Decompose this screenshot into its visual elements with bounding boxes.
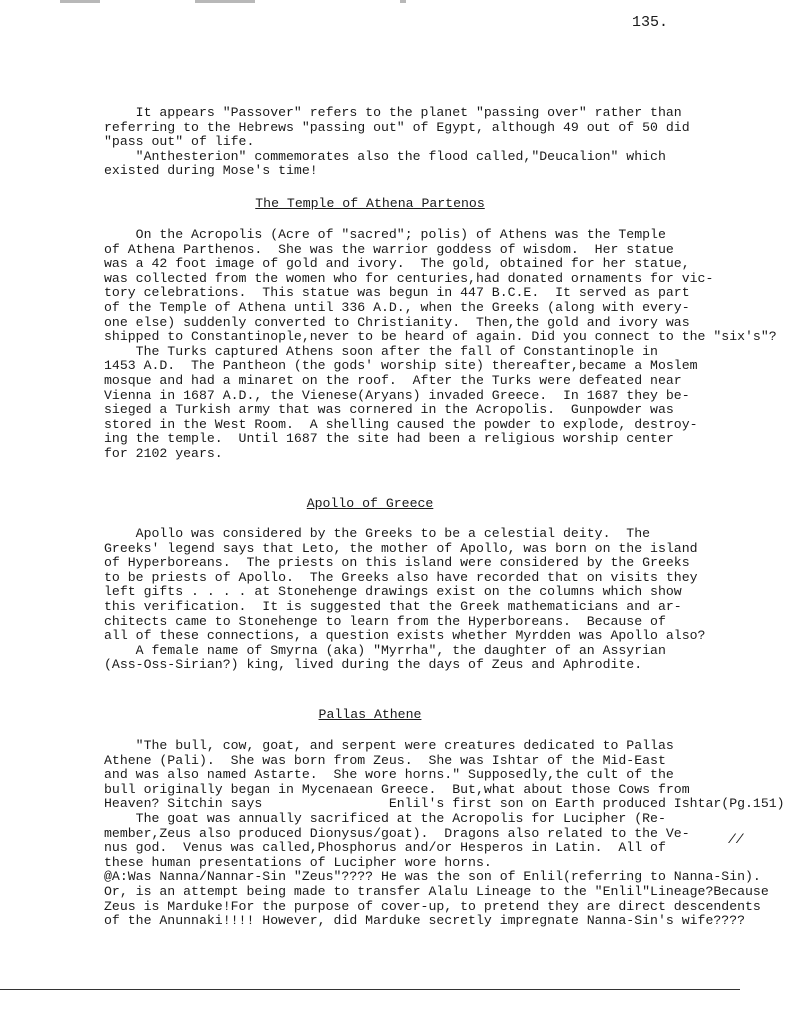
text-line: left gifts . . . . at Stonehenge drawings exist on the columns which show [104,584,682,600]
text-line: tory celebrations. This statue was begun in 447 B.C.E. It served as part [104,285,690,301]
section-heading [0,707,740,722]
text-line: bull originally began in Mycenaean Greece. But,what about those Cows from [104,781,690,797]
section-temple-text [104,227,777,462]
text-line: chitects came to Stonehenge to learn from the Hyperboreans. Because of [104,613,666,629]
text-line: Athene (Pali). She was born from Zeus. She was Ishtar of the Mid-East [104,752,666,768]
page-number: 135. [632,14,669,31]
text-line: mosque and had a minaret on the roof. After the Turks were defeated near [104,372,682,388]
text-line: all of these connections, a question exists whether Myrdden was Apollo also? [104,628,706,644]
heading-apollo-of-greece: Apollo of Greece [306,496,434,511]
text-line: for 2102 years. [104,445,223,461]
section-pallas-text [104,738,785,929]
text-line: The goat was annually sacrificed at the Acropolis for Lucipher (Re- [104,810,666,826]
text-line: It appears "Passover" refers to the planet "passing over" rather than [104,105,682,120]
text-line: Greeks' legend says that Leto, the mother of Apollo, was born on the island [104,540,698,556]
text-line: A female name of Smyrna (aka) "Myrrha", the daughter of an Assyrian [104,642,666,658]
text-line: was a 42 foot image of gold and ivory. The gold, obtained for her statue, [104,256,690,272]
section-heading [0,496,740,511]
text-line: of Hyperboreans. The priests on this island were considered by the Greeks [104,555,690,571]
scan-artifact [400,0,406,3]
text-line: member,Zeus also produced Dionysus/goat). Dragons also related to the Ve- [104,825,690,841]
text-line: of the Temple of Athena until 336 A.D., when the Greeks (along with every- [104,299,690,315]
text-line: this verification. It is suggested that the Greek mathematicians and ar- [104,598,682,614]
text-line: @A:Was Nanna/Nannar-Sin "Zeus"???? He was the son of Enlil(referring to Nanna-Sin). [104,869,761,885]
text-line: shipped to Constantinople,never to be heard of again. Did you connect to the "six's"? [104,329,777,345]
scan-artifact [195,0,255,3]
text-line: Heaven? Sitchin says Enlil's first son on Earth produced Ishtar(Pg.151) [104,796,785,812]
text-line: existed during Mose's time! [104,163,318,179]
text-line: (Ass-Oss-Sirian?) king, lived during the days of Zeus and Aphrodite. [104,657,643,673]
heading-pallas-athene: Pallas Athene [318,707,422,722]
text-line: "Anthesterion" commemorates also the flood called,"Deucalion" which [104,148,666,164]
intro-text [104,106,736,179]
text-line: Vienna in 1687 A.D., the Vienese(Aryans) invaded Greece. In 1687 they be- [104,387,690,403]
text-line: one else) suddenly converted to Christianity. Then,the gold and ivory was [104,314,690,330]
bottom-rule [0,989,740,990]
text-line: On the Acropolis (Acre of "sacred"; polis) of Athens was the Temple [104,227,666,242]
text-line: The Turks captured Athens soon after the fall of Constantinople in [104,343,658,359]
text-line: 1453 A.D. The Pantheon (the gods' worship site) thereafter,became a Moslem [104,358,698,374]
text-line: and was also named Astarte. She wore horns." Supposedly,the cult of the [104,767,674,783]
text-line: sieged a Turkish army that was cornered in the Acropolis. Gunpowder was [104,402,674,418]
text-line: ing the temple. Until 1687 the site had been a religious worship center [104,431,674,447]
text-line: "pass out" of life. [104,134,255,150]
text-line: referring to the Hebrews "passing out" of Egypt, although 49 out of 50 did [104,119,690,135]
text-line: nus god. Venus was called,Phosphorus and/or Hesperos in Latin. All of [104,840,666,856]
text-line: these human presentations of Lucipher wore horns. [104,854,492,870]
text-line: was collected from the women who for centuries,had donated ornaments for vic- [104,270,714,286]
section-heading [0,196,740,211]
text-line: stored in the West Room. A shelling caused the powder to explode, destroy- [104,416,698,432]
scan-artifact [60,0,100,3]
heading-temple-of-athena: The Temple of Athena Partenos [255,196,485,211]
text-line: of Athena Parthenos. She was the warrior goddess of wisdom. Her statue [104,241,674,257]
text-line: of the Anunnaki!!!! However, did Marduke secretly impregnate Nanna-Sin's wife???? [104,913,746,929]
text-line: Or, is an attempt being made to transfer Alalu Lineage to the "Enlil"Lineage?Because [104,883,769,899]
text-line: Apollo was considered by the Greeks to be a celestial deity. The [104,526,651,541]
section-apollo-text [104,527,736,673]
text-line: "The bull, cow, goat, and serpent were creatures dedicated to Pallas [104,738,674,753]
text-line: to be priests of Apollo. The Greeks also have recorded that on visits they [104,569,698,585]
text-line: Zeus is Marduke!For the purpose of cover-up, to pretend they are direct descendents [104,898,761,914]
margin-mark: // [728,832,744,847]
